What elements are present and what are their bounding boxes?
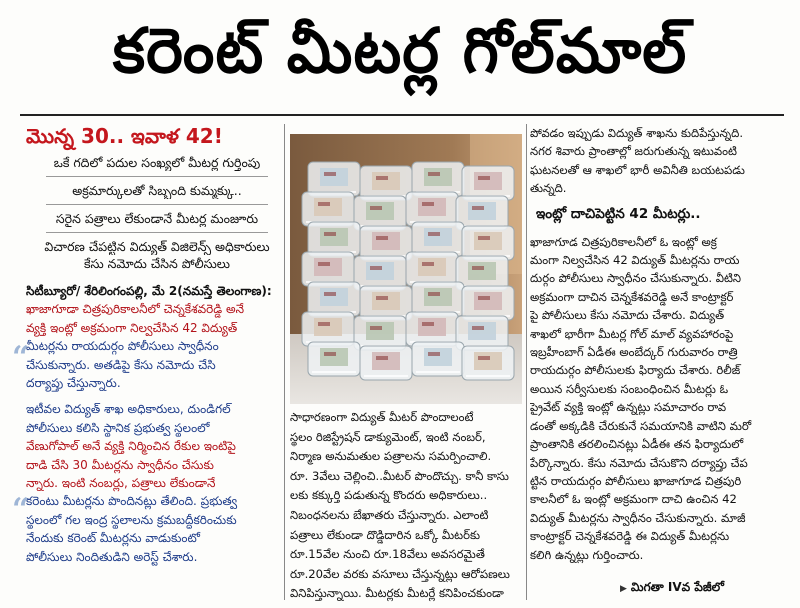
meters-photo-illustration (290, 134, 522, 404)
text-line: రూ.15వేల నుంచి రూ.18వేలు అవసరమైతే (290, 547, 485, 562)
text-line: మీటర్లను రాయదుర్గం పోలీసులు స్వాధీనం (26, 339, 219, 354)
meter-box (412, 162, 464, 196)
kicker-number: 30 (81, 124, 109, 148)
text-line: తున్నది. (530, 181, 567, 196)
text-line: ప్రాంతానికి తరలించినట్లు ఏడీఈ తన ఫిర్యాదులో (530, 437, 744, 452)
quote-mark-icon: “ (12, 340, 30, 375)
deck-separator (46, 204, 268, 205)
text-line: దర్యాప్తు చేస్తున్నారు. (26, 376, 121, 391)
continued-text: మిగతా IVవ పేజీలో (630, 580, 725, 594)
meters-photo (290, 134, 522, 404)
text-line: పోలీసులు కలిసి స్థానిక ప్రభుత్వ స్థలంలో (26, 420, 210, 435)
text-line: మంగా నిల్వచేసిన 42 విద్యుత్ మీటర్లను రాయ (530, 253, 740, 268)
left-column (26, 122, 288, 566)
text-line: నేందుకు కరెంట్ మీటర్లను వాడుకుంటో (26, 531, 200, 546)
text-line: చేసుకున్నారు. అతడిపై కేసు నమోదు చేసి (26, 357, 216, 372)
text-line: పేర్కొన్నారు. కేసు నమోదు చేసుకొని దర్యాప్తు చేప (530, 455, 748, 470)
text-line: సిటీబ్యూరో/ శేరిలింగంపల్లి, మే 2(నమస్తే తెలంగాణ): (26, 284, 272, 298)
text-line: నగర శివారు ప్రాంతాల్లో జరుగుతున్న ఇటువంటి (530, 144, 738, 159)
middle-body (290, 408, 522, 604)
text-line: ప్రైవేట్ వ్యక్తి ఇంట్లో ఉన్నట్లు సమాచారం రావ (530, 400, 727, 415)
text-line: అయిన సర్వీసులకు సంబంధించిన మీటర్లు ఓ (530, 381, 729, 396)
text-line: సాధారణంగా విద్యుత్ మీటర్ పొందాలంటే (290, 410, 474, 424)
text-line: పై పోలీసులు కేసు నమోదు చేశారు. విద్యుత్ (530, 308, 725, 323)
text-line: నిర్మాణ అనుమతుల పత్రాలను సమర్పించాలి. (290, 449, 492, 464)
deck-line: అక్రమార్కులతో సిబ్బంది కుమ్మక్కు.. (72, 183, 242, 198)
meter-box (302, 312, 354, 346)
text-line: విద్యుత్ మీటర్లను స్వాధీనం చేసుకున్నారు. మాజీ (530, 510, 746, 525)
text-line: డంతో అక్కడికి చేరుకునే సమయానికి వాటిని మరో (530, 418, 752, 433)
meter-box (412, 222, 464, 256)
quote-mark-icon: “ (12, 492, 30, 527)
deck-line: విచారణ చేపట్టిన విద్యుత్ విజిలెన్స్ అధికారులు (44, 239, 270, 254)
text-line: కాలనీలో ఓ ఇంట్లో అక్రమంగా దాచి ఉంచిన 42 (530, 492, 737, 507)
kicker-part1: మొన్న (26, 124, 82, 148)
text-line: పత్రాలు లేకుండా దొడ్డిదారిన ఒక్కో మీటర్‌కు (290, 527, 481, 542)
continued-note (620, 580, 724, 597)
meter-box (406, 192, 458, 226)
text-line: ఖాజాగూడా చిత్రపురికాలనీలో చెన్నకేశవరెడ్డి అనే (26, 302, 245, 317)
text-line: నిబంధనలను బేఖాతరు చేస్తున్నారు. ఎలాంటి (290, 507, 489, 522)
text-line: దాడి చేసి 30 మీటర్లను స్వాధీనం చేసుకు (26, 457, 214, 472)
meter-box (462, 286, 514, 320)
kicker-part2: .. ఇవాళ 42! (108, 124, 223, 148)
paragraph-gap (26, 392, 288, 400)
deck-line: కేసు నమోదు చేసిన పోలీసులు (84, 256, 230, 271)
meter-box (406, 252, 458, 286)
text-line: రూ.20వేల వరకు వసూలు చేస్తున్నట్లు ఆరోపణలు (290, 566, 510, 581)
text-line: శాఖలో భారీగా మీటర్ల గోల్ మాల్ వ్యవహారంపై (530, 326, 734, 341)
headline: కరెంట్ మీటర్ల గోల్‌మాల్ (112, 14, 688, 87)
text-line: స్థలంలో గల ఇంద్ర స్థలాలను క్రమబద్ధీకరించుకు (26, 512, 237, 527)
text-line: రాయదుర్గం పోలీసులకు ఫిర్యాదు చేశారు. రిలీజ్ (530, 363, 741, 378)
right-body (530, 233, 784, 564)
deck-line: సరైన పత్రాలు లేకుండానే మీటర్ల మంజూరు (55, 211, 259, 226)
text-line: కరెంటు మీటర్లను పొందినట్లు తేలింది. ప్రభుత్వ (26, 494, 238, 509)
text-line: పోలీసులు నిందితుడిని అరెస్ట్ చేశారు. (26, 549, 198, 564)
text-line: ఘటనలతో ఆ శాఖలో భారీ అవినీతి బయటపడు (530, 162, 745, 177)
meter-box (308, 222, 360, 256)
text-line: ఇబ్రహీంబాగ్ ఏడీఈ అంబేద్కర్ గురువారం రాత్రి (530, 345, 738, 360)
meter-box (360, 286, 412, 320)
meter-box (360, 226, 412, 260)
deck-line: ఒకే గదిలో పదుల సంఖ్యలో మీటర్ల గుర్తింపు (53, 155, 261, 170)
text-line: న్నారు. ఇంటి నంబర్లు, పత్రాలు లేకుండానే (26, 476, 216, 491)
meter-box (308, 162, 360, 196)
right-top-body (530, 124, 784, 198)
meter-box (360, 346, 412, 380)
text-line: కాంట్రాక్టర్ చెన్నకేశవరెడ్డి ఈ విద్యుత్ మీటర్లను (530, 529, 730, 544)
meter-box (406, 312, 458, 346)
meter-box (354, 196, 406, 230)
text-line: అక్రమంగా దాచిన చెన్నకేశవరెడ్డి అనే కాంట్రాక్టర్ (530, 289, 734, 304)
text-line: రూ. 3వేలు చెల్లించి..మీటర్ పొందొచ్చు. కానీ కాసు (290, 468, 509, 483)
meter-box (412, 342, 464, 376)
text-line: పోవడం ఇప్పుడు విద్యుత్ శాఖను కుదిపేస్తున్నది. (530, 126, 744, 140)
kicker (26, 122, 288, 150)
triangle-icon: ▶ (620, 584, 627, 594)
meter-box (302, 252, 354, 286)
meter-box (462, 226, 514, 260)
text-line: ఖాజాగూడ చిత్రపురికాలనీలో ఓ ఇంట్లో అక్ర (530, 234, 717, 249)
right-subhead: ఇంట్లో దాచిపెట్టిన 42 మీటర్లు.. (536, 205, 701, 222)
meter-box (308, 342, 360, 376)
left-body (26, 282, 288, 566)
column-divider-right (526, 124, 527, 600)
deck (26, 154, 288, 272)
text-line: కలిగి ఉన్నట్లు గుర్తించారు. (530, 547, 644, 562)
text-line: ఇటీవల విద్యుత్ శాఖ అధికారులు, దుండిగల్ (26, 402, 231, 417)
meter-box (308, 282, 360, 316)
meter-box (360, 166, 412, 200)
text-line: లకు కక్కుర్తి పడుతున్న కొందరు అధికారులు.. (290, 488, 488, 503)
text-line: వేణుగోపాల్ అనే వ్యక్తి నిర్మించిన రేకుల ఇంటిపై (26, 439, 236, 454)
meter-box (354, 316, 406, 350)
meter-box (462, 166, 514, 200)
meter-box (302, 192, 354, 226)
headline-rule (20, 114, 784, 116)
text-line: ట్టిన రాయదుర్గం పోలీసులు ఖాజాగూడ చిత్రపురి (530, 473, 742, 488)
meter-box (412, 282, 464, 316)
text-line: వినిపిస్తున్నాయి. మీటర్లకు మీటర్లే కనిపించకుండా (290, 586, 504, 601)
deck-separator (46, 232, 268, 233)
meter-box (354, 256, 406, 290)
text-line: దుర్గం పోలీసులు స్వాధీనం చేసుకున్నారు. వీటిని (530, 271, 742, 286)
text-line: స్థలం రిజిస్ట్రేషన్ డాక్యుమెంట్, ఇంటి నంబర్, (290, 429, 486, 444)
meter-box (462, 346, 514, 380)
right-column (530, 124, 784, 564)
text-line: వ్యక్తి ఇంట్లో అక్రమంగా నిల్వచేసిన 42 విద్యుత్ (26, 320, 238, 335)
deck-separator (46, 176, 268, 177)
